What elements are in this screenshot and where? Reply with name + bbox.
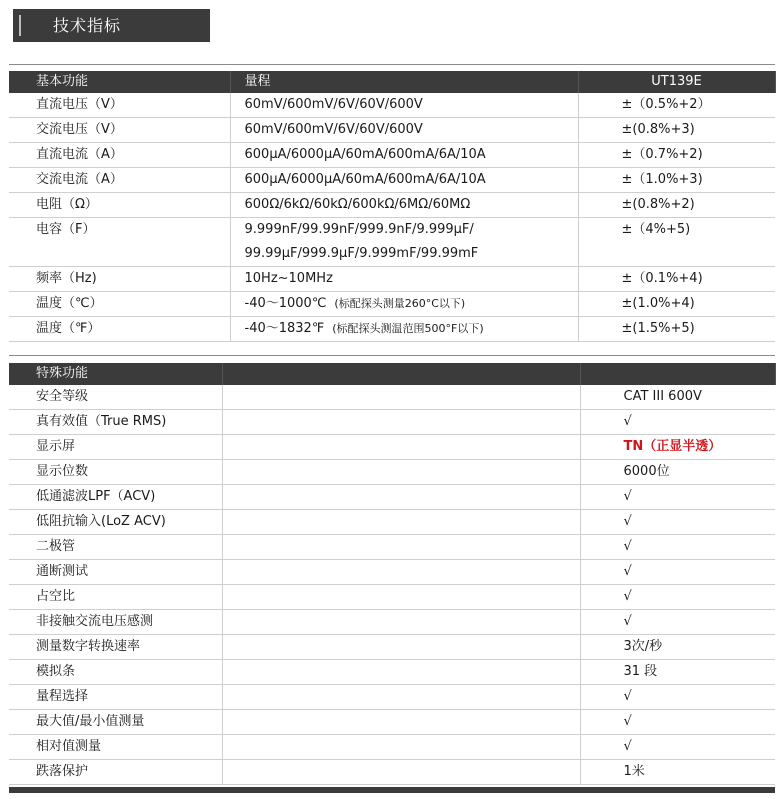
spec-cell: ±(1.5%+5) (578, 317, 775, 342)
table-row (9, 535, 775, 560)
spec-cell: √ (580, 685, 775, 710)
range-cell (230, 168, 578, 193)
spec-cell: √ (580, 410, 775, 435)
function-cell: 最大值/最小值测量 (9, 710, 222, 735)
function-cell: 二极管 (9, 535, 222, 560)
range-text: 10Hz~10MHz (244, 271, 333, 286)
range-cell (230, 218, 578, 267)
function-cell: 安全等级 (9, 385, 222, 410)
spec-cell: ±（4%+5) (578, 218, 775, 267)
function-cell: 低通滤波LPF（ACV) (9, 485, 222, 510)
empty-cell (222, 435, 580, 460)
basic-functions-table (9, 71, 776, 342)
spec-cell: TN（正显半透） (580, 435, 775, 460)
spec-cell: √ (580, 710, 775, 735)
table-row (9, 292, 775, 317)
table-row (9, 585, 775, 610)
function-cell: 跌落保护 (9, 760, 222, 785)
table-row (9, 435, 775, 460)
table-header (9, 71, 775, 93)
spec-cell: √ (580, 610, 775, 635)
header-function: 基本功能 (9, 71, 230, 93)
empty-cell (222, 635, 580, 660)
empty-cell (222, 760, 580, 785)
empty-cell (222, 410, 580, 435)
table-row (9, 660, 775, 685)
range-text: 60mV/600mV/6V/60V/600V (244, 97, 423, 112)
divider (9, 355, 775, 356)
divider (9, 64, 775, 65)
title-accent-line (19, 15, 21, 36)
spec-cell: ±(0.8%+2) (578, 193, 775, 218)
range-text: -40～1832℉ (244, 321, 325, 336)
range-text: -40～1000℃ (244, 296, 327, 311)
function-cell: 相对值测量 (9, 735, 222, 760)
table-row (9, 460, 775, 485)
range-cell (230, 118, 578, 143)
table-row (9, 143, 775, 168)
function-cell: 温度（℉） (9, 317, 230, 342)
range-cell (230, 143, 578, 168)
table-row (9, 218, 775, 267)
function-cell: 显示位数 (9, 460, 222, 485)
spec-cell: √ (580, 735, 775, 760)
range-text: 60mV/600mV/6V/60V/600V (244, 122, 423, 137)
header-special-function: 特殊功能 (9, 363, 222, 385)
range-text-line2: 99.99μF/999.9μF/9.999mF/99.99mF (244, 246, 479, 261)
spec-cell: √ (580, 510, 775, 535)
function-cell: 显示屏 (9, 435, 222, 460)
empty-cell (222, 610, 580, 635)
table-row (9, 193, 775, 218)
empty-cell (222, 735, 580, 760)
range-text: 600μA/6000μA/60mA/600mA/6A/10A (244, 147, 486, 162)
spec-cell: 3次/秒 (580, 635, 775, 660)
table-row (9, 560, 775, 585)
empty-cell (222, 460, 580, 485)
function-cell: 真有效值（True RMS) (9, 410, 222, 435)
range-text: 9.999nF/99.99nF/999.9nF/9.999μF/ (244, 222, 474, 237)
header-empty (222, 363, 580, 385)
spec-cell: ±（0.5%+2） (578, 93, 775, 118)
spec-cell: 6000位 (580, 460, 775, 485)
special-functions-table (9, 363, 776, 785)
function-cell: 测量数字转换速率 (9, 635, 222, 660)
range-note: (标配探头测温范围500°F以下) (332, 322, 484, 335)
range-text: 600Ω/6kΩ/60kΩ/600kΩ/6MΩ/60MΩ (244, 197, 471, 212)
empty-cell (222, 710, 580, 735)
spec-cell: 1米 (580, 760, 775, 785)
table-row (9, 710, 775, 735)
function-cell: 直流电压（V） (9, 93, 230, 118)
empty-cell (222, 535, 580, 560)
empty-cell (222, 385, 580, 410)
table-row (9, 510, 775, 535)
spec-cell: √ (580, 535, 775, 560)
function-cell: 交流电压（V） (9, 118, 230, 143)
section-title: 技术指标 (53, 16, 122, 35)
spec-cell: ±（0.7%+2) (578, 143, 775, 168)
table-row (9, 385, 775, 410)
empty-cell (222, 585, 580, 610)
function-cell: 模拟条 (9, 660, 222, 685)
empty-cell (222, 485, 580, 510)
empty-cell (222, 510, 580, 535)
function-cell: 电容（F） (9, 218, 230, 267)
spec-cell: √ (580, 585, 775, 610)
spec-cell: CAT III 600V (580, 385, 775, 410)
table-row (9, 735, 775, 760)
function-cell: 量程选择 (9, 685, 222, 710)
function-cell: 直流电流（A） (9, 143, 230, 168)
function-cell: 频率（Hz) (9, 267, 230, 292)
function-cell: 通断测试 (9, 560, 222, 585)
spec-cell: ±(0.8%+3) (578, 118, 775, 143)
table-row (9, 93, 775, 118)
table-row (9, 267, 775, 292)
spec-cell: √ (580, 560, 775, 585)
table-row (9, 685, 775, 710)
table-row (9, 610, 775, 635)
table-row (9, 635, 775, 660)
range-cell (230, 93, 578, 118)
header-model: UT139E (578, 71, 775, 93)
range-note: (标配探头测量260°C以下) (334, 297, 466, 310)
table-row (9, 168, 775, 193)
function-cell: 电阻（Ω） (9, 193, 230, 218)
function-cell: 低阻抗输入(LoZ ACV) (9, 510, 222, 535)
header-empty (580, 363, 775, 385)
range-cell (230, 317, 578, 342)
range-cell (230, 193, 578, 218)
table-row (9, 760, 775, 785)
range-cell (230, 292, 578, 317)
spec-cell: √ (580, 485, 775, 510)
table-header (9, 363, 775, 385)
empty-cell (222, 560, 580, 585)
section-title-bar (13, 9, 210, 42)
function-cell: 非接触交流电压感测 (9, 610, 222, 635)
empty-cell (222, 660, 580, 685)
spec-cell: 31 段 (580, 660, 775, 685)
table-row (9, 410, 775, 435)
spec-cell: ±（0.1%+4) (578, 267, 775, 292)
spec-cell: ±(1.0%+4) (578, 292, 775, 317)
bottom-bar (9, 787, 775, 793)
range-cell (230, 267, 578, 292)
spec-cell: ±（1.0%+3) (578, 168, 775, 193)
table-row (9, 118, 775, 143)
table-row (9, 485, 775, 510)
function-cell: 交流电流（A） (9, 168, 230, 193)
function-cell: 占空比 (9, 585, 222, 610)
empty-cell (222, 685, 580, 710)
header-range: 量程 (230, 71, 578, 93)
table-row (9, 317, 775, 342)
function-cell: 温度（℃） (9, 292, 230, 317)
range-text: 600μA/6000μA/60mA/600mA/6A/10A (244, 172, 486, 187)
